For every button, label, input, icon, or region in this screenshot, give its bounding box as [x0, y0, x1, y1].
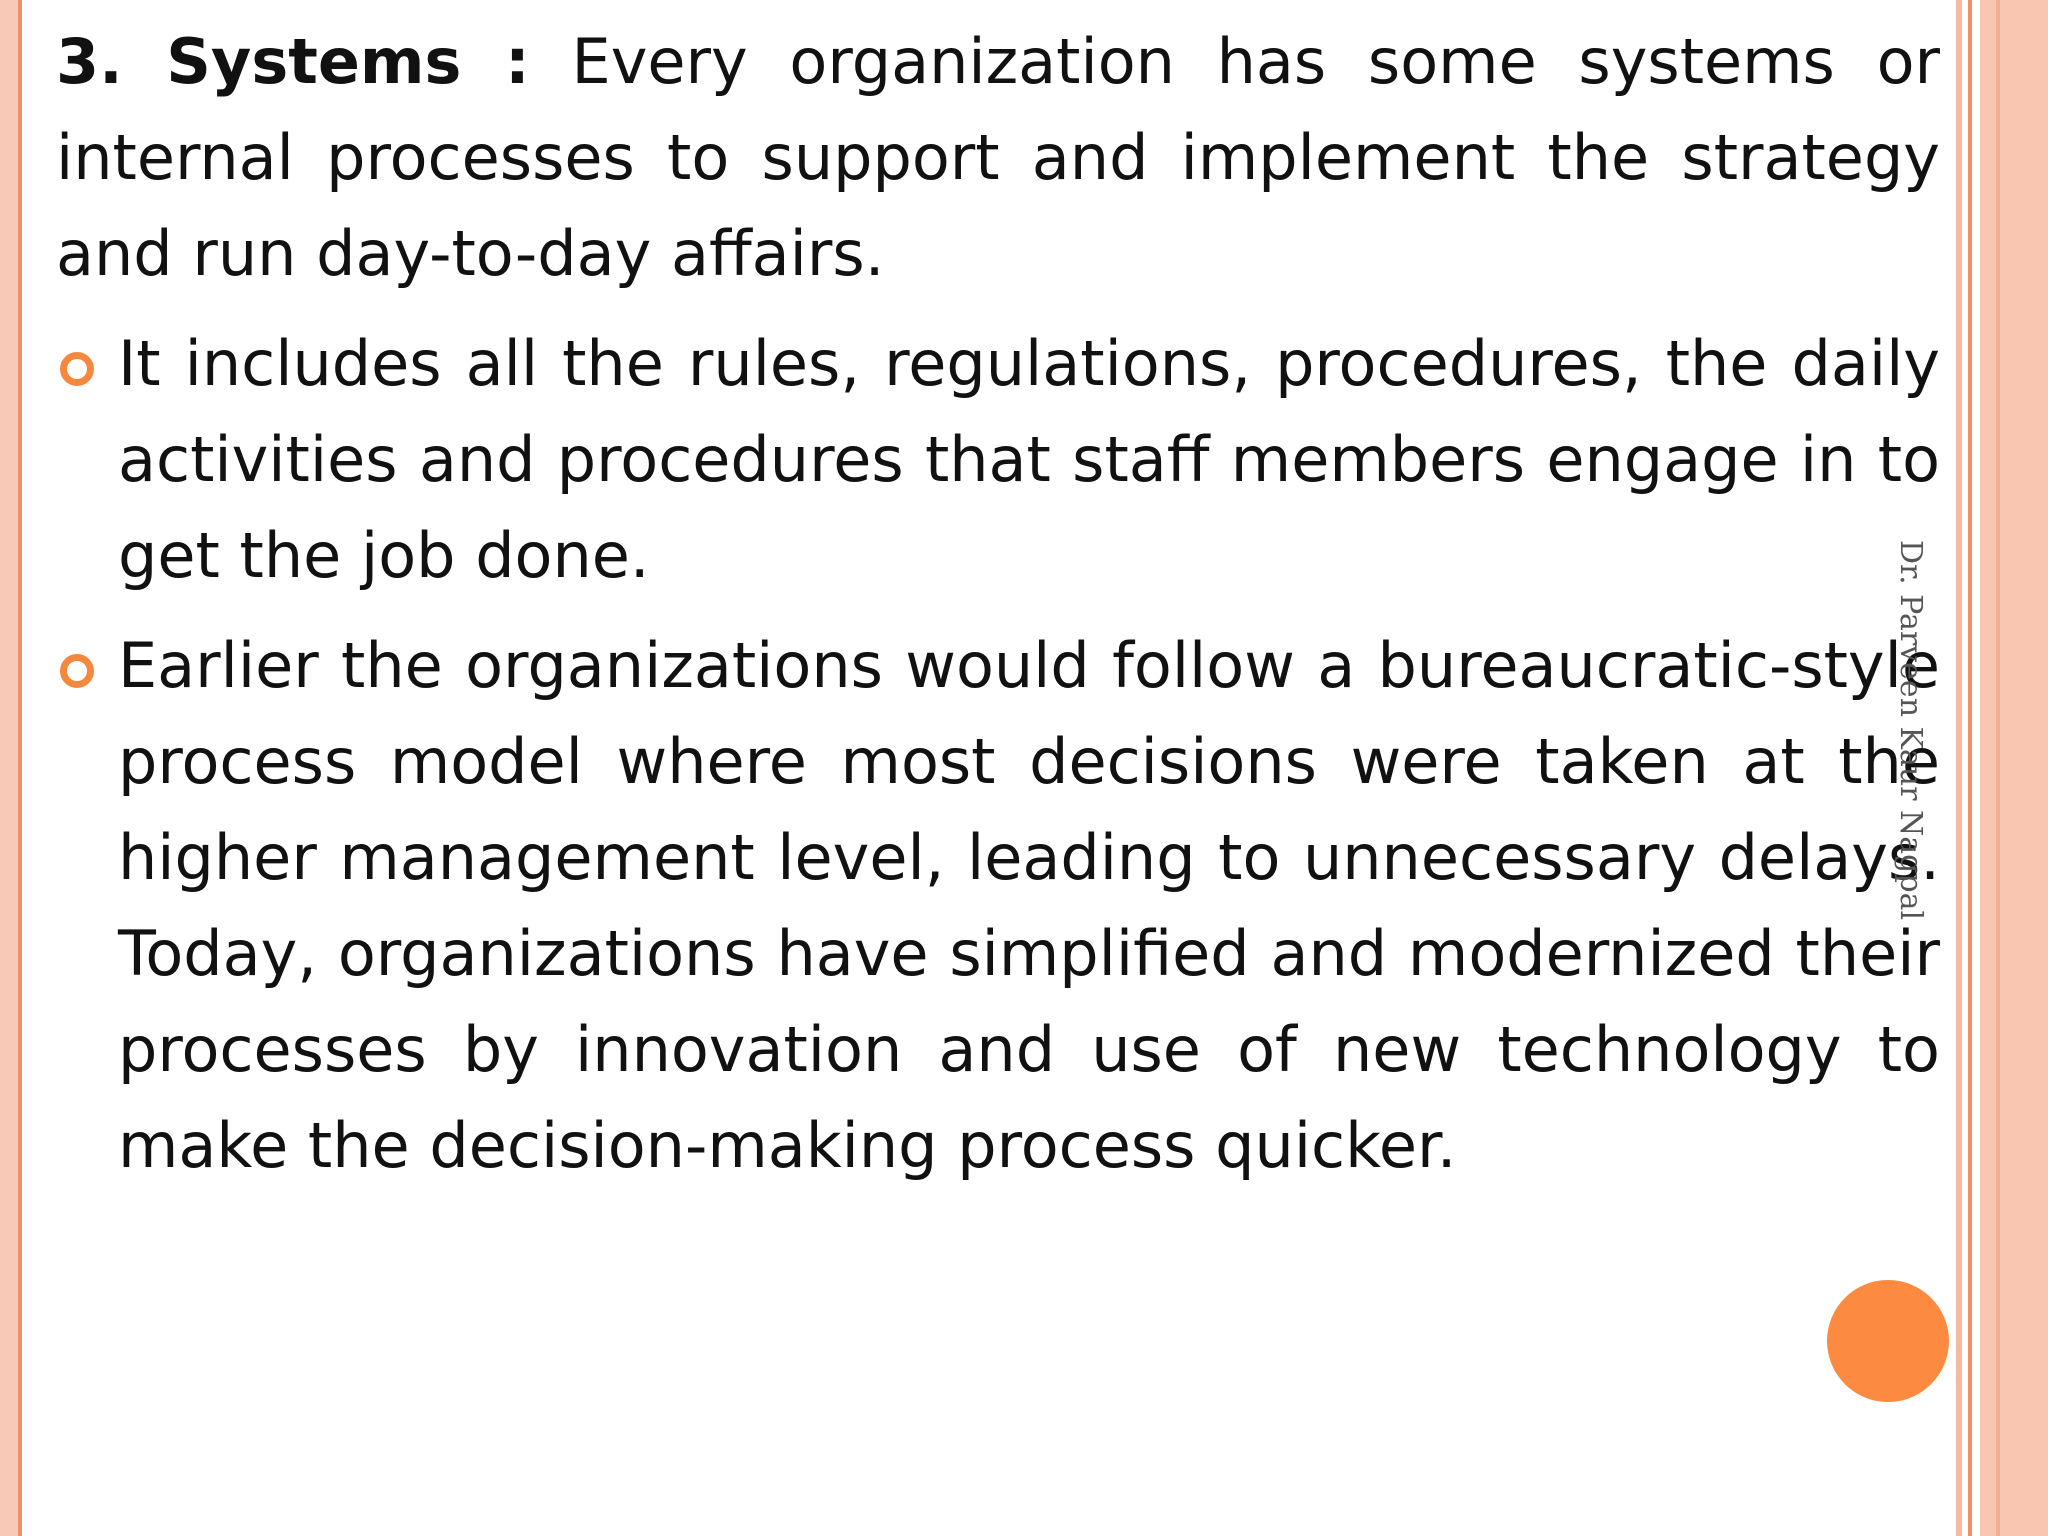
bullet-item: [56, 618, 1940, 1194]
right-border-line: [1956, 0, 1962, 1536]
author-watermark: Dr. Parveen Kaur Nagpal: [1893, 540, 1928, 921]
heading-text: Every organization has some systems or internal processes to support and implement the strategy and run day-to-day affairs.: [56, 25, 1940, 290]
slide-content: [56, 14, 1940, 1194]
bullet-item: [56, 316, 1940, 604]
bullet-text: Earlier the organizations would follow a bureaucratic-style process model where most decisions were taken at the higher management level, leading to unnecessary delays. Today, organizations have simplified and modernized their processes by innovation and use of new technology to make the decision-making process quicker.: [118, 629, 1940, 1182]
ring-bullet-icon: [60, 352, 94, 386]
right-border-band: [1980, 0, 2048, 1536]
right-border-band-line: [1996, 0, 2000, 1536]
heading-paragraph: [56, 14, 1940, 302]
bullet-list: [56, 316, 1940, 1194]
right-border-line-accent: [1968, 0, 1972, 1536]
left-border-line: [18, 0, 22, 1536]
orange-circle-decoration: [1827, 1280, 1949, 1402]
ring-bullet-icon: [60, 654, 94, 688]
left-border: [0, 0, 18, 1536]
heading-label: 3. Systems :: [56, 25, 530, 98]
bullet-text: It includes all the rules, regulations, procedures, the daily activities and procedures that staff members engage in to get the job done.: [118, 327, 1940, 592]
